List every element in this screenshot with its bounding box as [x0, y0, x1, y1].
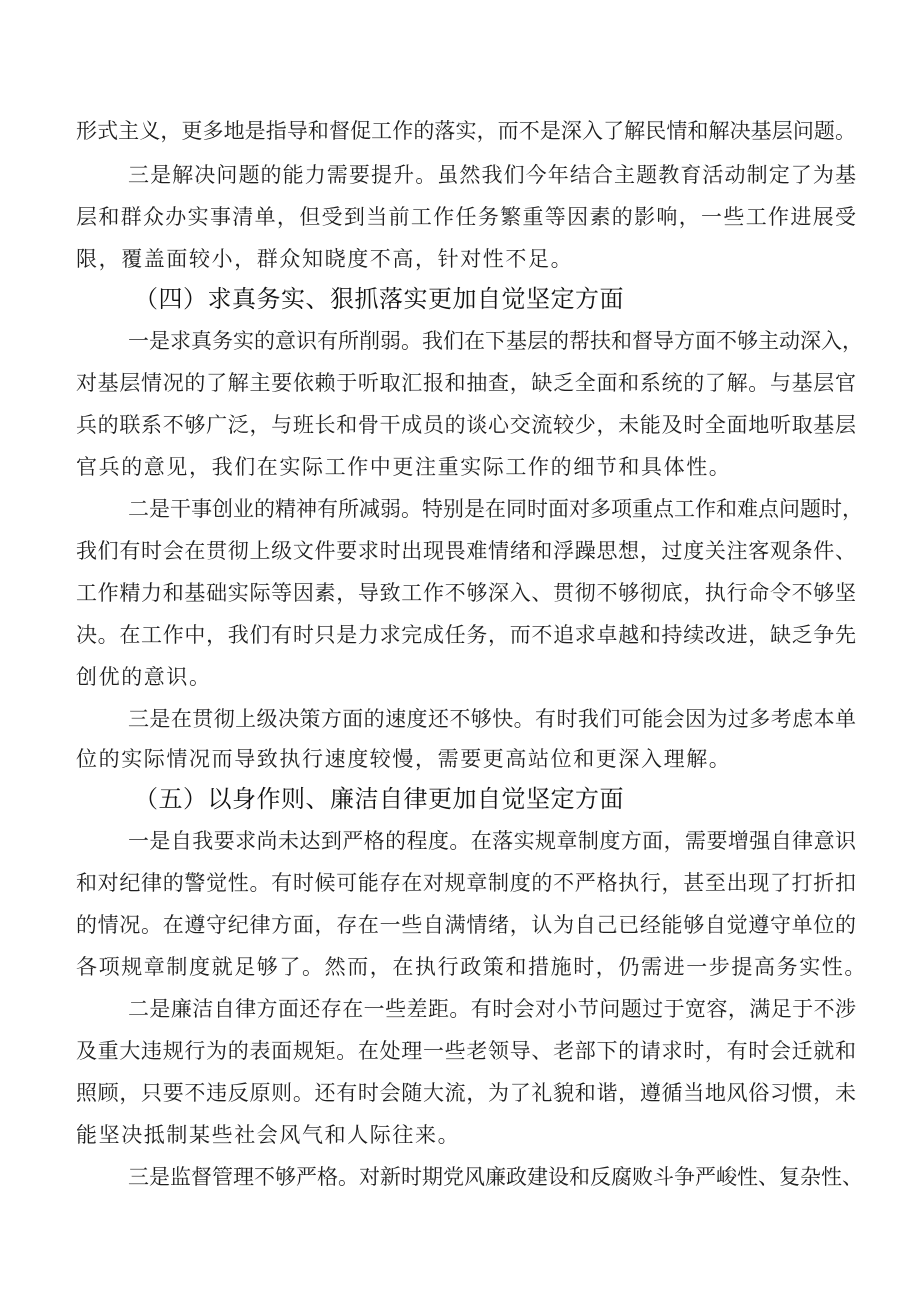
text-line: 我们有时会在贯彻上级文件要求时出现畏难情绪和浮躁思想，过度关注客观条件、	[76, 539, 856, 563]
text-line: 和对纪律的警觉性。有时候可能存在对规章制度的不严格执行，甚至出现了打折扣	[76, 871, 856, 895]
text-line: 一是求真务实的意识有所削弱。我们在下基层的帮扶和督导方面不够主动深入，	[128, 329, 863, 353]
text-line: 决。在工作中，我们有时只是力求完成任务，而不追求卓越和持续改进，缺乏争先	[76, 623, 856, 647]
text-line: 三是解决问题的能力需要提升。虽然我们今年结合主题教育活动制定了为基	[128, 163, 856, 187]
text-line: 官兵的意见，我们在实际工作中更注重实际工作的细节和具体性。	[76, 455, 732, 479]
text-line: 一是自我要求尚未达到严格的程度。在落实规章制度方面，需要增强自律意识	[128, 829, 856, 853]
text-line: 及重大违规行为的表面规矩。在处理一些老领导、老部下的请求时，有时会迁就和	[76, 1039, 856, 1063]
text-line: 限，覆盖面较小，群众知晓度不高，针对性不足。	[76, 247, 574, 271]
section-heading: （四）求真务实、狠抓落实更加自觉坚定方面	[134, 285, 624, 313]
text-line: 各项规章制度就足够了。然而，在执行政策和措施时，仍需进一步提高务实性。	[76, 955, 867, 979]
text-line: 三是在贯彻上级决策方面的速度还不够快。有时我们可能会因为过多考虑本单	[128, 707, 856, 731]
text-line: 对基层情况的了解主要依赖于听取汇报和抽查，缺乏全面和系统的了解。与基层官	[76, 371, 856, 395]
section-heading: （五）以身作则、廉洁自律更加自觉坚定方面	[134, 785, 624, 813]
text-line: 工作精力和基础实际等因素，导致工作不够深入、贯彻不够彻底，执行命令不够坚	[76, 581, 856, 605]
text-line: 兵的联系不够广泛，与班长和骨干成员的谈心交流较少，未能及时全面地听取基层	[76, 413, 856, 437]
text-line: 三是监督管理不够严格。对新时期党风廉政建设和反腐败斗争严峻性、复杂性、	[128, 1165, 863, 1189]
text-line: 的情况。在遵守纪律方面，存在一些自满情绪，认为自己已经能够自觉遵守单位的	[76, 913, 856, 937]
text-line: 创优的意识。	[76, 665, 212, 689]
text-line: 二是干事创业的精神有所减弱。特别是在同时面对多项重点工作和难点问题时，	[128, 497, 863, 521]
text-line: 位的实际情况而导致执行速度较慢，需要更高站位和更深入理解。	[76, 747, 732, 771]
text-line: 形式主义，更多地是指导和督促工作的落实，而不是深入了解民情和解决基层问题。	[76, 119, 856, 143]
text-line: 二是廉洁自律方面还存在一些差距。有时会对小节问题过于宽容，满足于不涉	[128, 997, 856, 1021]
text-line: 能坚决抵制某些社会风气和人际往来。	[76, 1123, 461, 1147]
text-line: 层和群众办实事清单，但受到当前工作任务繁重等因素的影响，一些工作进展受	[76, 205, 856, 229]
text-line: 照顾，只要不违反原则。还有时会随大流，为了礼貌和谐，遵循当地风俗习惯，未	[76, 1081, 856, 1105]
